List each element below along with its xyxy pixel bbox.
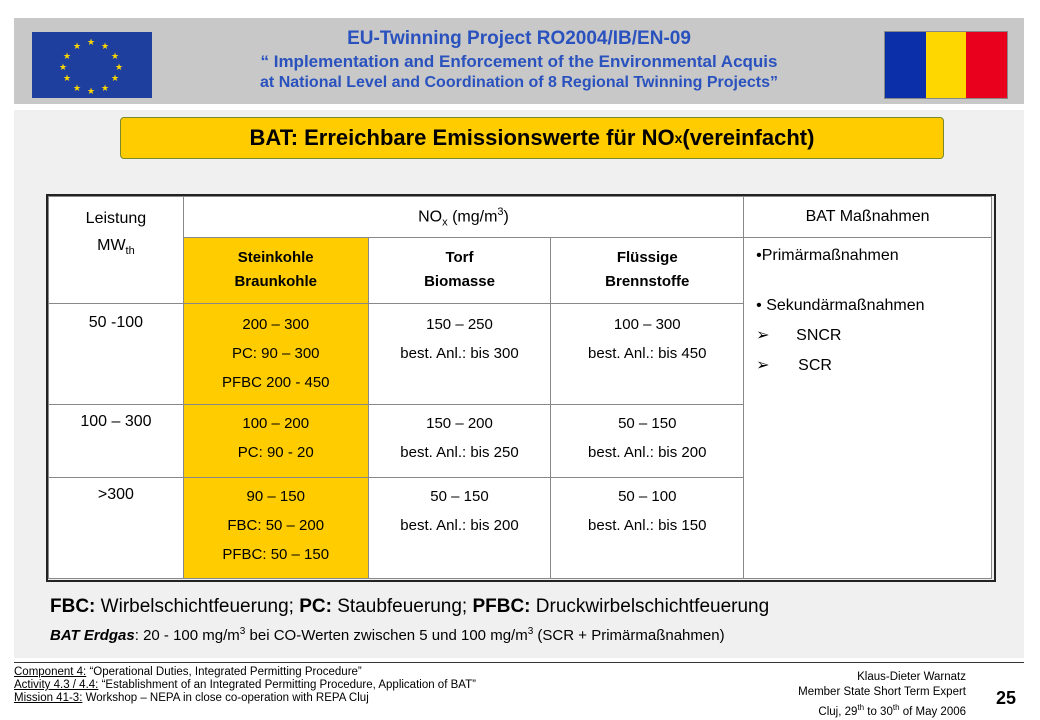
row3-liquid-2: best. Anl.: bis 150 <box>588 517 707 534</box>
pc-text: Staubfeuerung; <box>331 596 473 617</box>
title-text: BAT: Erreichbare Emissionswerte für NO <box>249 125 675 150</box>
row3-peat-1: 50 – 150 <box>430 488 489 505</box>
row1-liquid-1: 100 – 300 <box>613 316 681 333</box>
row3-coal <box>183 478 368 579</box>
row3-liquid-1: 50 – 100 <box>618 488 677 505</box>
arrow-bullet-icon: ➢ <box>756 327 770 344</box>
romania-flag-icon <box>884 31 1008 99</box>
author-role: Member State Short Term Expert <box>798 686 966 698</box>
nox-unit-end: ) <box>503 208 509 226</box>
row2-liquid-1: 50 – 150 <box>618 415 677 432</box>
arrow-bullet-icon: ➢ <box>756 357 770 374</box>
leistung-label: Leistung <box>85 210 147 227</box>
header-nox <box>183 197 743 238</box>
header-leistung <box>49 197 184 304</box>
header-banner <box>14 18 1024 104</box>
row1-peat-1: 150 – 250 <box>426 316 493 333</box>
row3-peat <box>368 478 551 579</box>
row1-coal-3: PFBC 200 - 450 <box>221 374 330 391</box>
row1-coal-1: 200 – 300 <box>242 316 310 333</box>
date-part-b: to 30 <box>864 705 893 718</box>
subheader-peat <box>368 238 551 304</box>
nox-superscript: 3 <box>497 205 504 218</box>
mission-label: Mission 41-3: <box>14 692 83 704</box>
row2-power: 100 – 300 <box>49 405 184 478</box>
component-text: “Operational Duties, Integrated Permitting Procedure” <box>86 666 362 678</box>
row3-liquid <box>551 478 744 579</box>
nox-subscript: x <box>442 216 448 229</box>
row1-liquid <box>551 304 744 405</box>
event-date <box>770 700 966 720</box>
activity-label: Activity 4.3 / 4.4: <box>14 679 99 691</box>
row2-peat-1: 150 – 200 <box>426 415 493 432</box>
row1-coal-2: PC: 90 – 300 <box>231 345 320 362</box>
date-sup-2: th <box>892 703 900 712</box>
date-sup-1: th <box>857 703 865 712</box>
mission-text: Workshop – NEPA in close co-operation with REPA Cluj <box>82 692 369 704</box>
row3-peat-2: best. Anl.: bis 200 <box>400 517 519 534</box>
row3-coal-1: 90 – 150 <box>246 488 305 505</box>
bat-measures-cell <box>744 238 992 579</box>
project-subtitle-2: at National Level and Coordination of 8 Regional Twinning Projects” <box>260 74 778 91</box>
row2-coal-1: 100 – 200 <box>242 415 310 432</box>
emission-table <box>48 196 992 579</box>
title-subscript: x <box>674 130 683 146</box>
gas-sup-2: 3 <box>527 626 534 637</box>
bat-primary: •Primärmaßnahmen <box>756 247 899 264</box>
fbc-abbr: FBC: <box>50 596 96 617</box>
pfbc-abbr: PFBC: <box>472 596 531 617</box>
row2-liquid <box>551 405 744 478</box>
bat-item-scr-label: SCR <box>798 357 832 374</box>
row2-peat <box>368 405 551 478</box>
gas-text-1: : 20 - 100 mg/m <box>134 627 240 644</box>
row3-power: >300 <box>49 478 184 579</box>
bat-secondary: • Sekundärmaßnahmen <box>756 297 925 314</box>
nox-label: NO <box>418 208 443 226</box>
date-part-a: Cluj, 29 <box>818 705 858 718</box>
gas-sup-1: 3 <box>239 626 246 637</box>
activity-text: “Establishment of an Integrated Permitting Procedure, Application of BAT” <box>98 679 476 691</box>
abbreviation-note <box>50 596 769 618</box>
nox-unit: (mg/m <box>447 208 498 226</box>
project-subtitle: “ Implementation and Enforcement of the Environmental Acquis <box>260 52 778 71</box>
row1-power: 50 -100 <box>49 304 184 405</box>
header-bat: BAT Maßnahmen <box>744 197 992 238</box>
natural-gas-note <box>50 626 725 644</box>
row1-coal <box>183 304 368 405</box>
pc-abbr: PC: <box>299 596 332 617</box>
project-title: EU-Twinning Project RO2004/IB/EN-09 <box>347 28 691 49</box>
subheader-coal <box>183 238 368 304</box>
peat-label-2: Biomasse <box>424 273 495 290</box>
row1-peat-2: best. Anl.: bis 300 <box>400 345 519 362</box>
row2-liquid-2: best. Anl.: bis 200 <box>588 444 707 461</box>
mw-subscript: th <box>125 245 135 258</box>
eu-flag-icon: ★ ★ ★ ★ ★ ★ ★ ★ ★ ★ ★ ★ <box>32 32 152 98</box>
row3-coal-2: FBC: 50 – 200 <box>227 517 325 534</box>
mw-label: MW <box>97 237 126 254</box>
subheader-liquid <box>551 238 744 304</box>
bat-item-sncr-label: SNCR <box>796 327 842 344</box>
peat-label-1: Torf <box>445 249 474 266</box>
component-label: Component 4: <box>14 666 87 678</box>
gas-label: BAT Erdgas <box>50 627 135 644</box>
page-number: 25 <box>996 688 1017 708</box>
date-part-c: of May 2006 <box>899 705 966 718</box>
bat-item-sncr <box>756 324 991 348</box>
author-name: Klaus-Dieter Warnatz <box>857 671 966 683</box>
row1-liquid-2: best. Anl.: bis 450 <box>588 345 707 362</box>
bat-item-scr <box>756 354 991 378</box>
footer-divider <box>14 662 1024 663</box>
fbc-text: Wirbelschichtfeuerung; <box>95 596 300 617</box>
row3-coal-3: PFBC: 50 – 150 <box>222 546 330 563</box>
gas-text-3: (SCR + Primärmaßnahmen) <box>533 627 725 644</box>
liquid-label-1: Flüssige <box>616 249 678 266</box>
slide-title <box>120 117 944 159</box>
footer-info <box>14 666 476 705</box>
coal-label-1: Steinkohle <box>237 249 314 266</box>
gas-text-2: bei CO-Werten zwischen 5 und 100 mg/m <box>245 627 528 644</box>
title-tail: (vereinfacht) <box>682 125 815 150</box>
liquid-label-2: Brennstoffe <box>605 273 690 290</box>
row2-peat-2: best. Anl.: bis 250 <box>400 444 519 461</box>
row2-coal-2: PC: 90 - 20 <box>237 444 314 461</box>
row1-peat <box>368 304 551 405</box>
footer-author <box>770 670 966 720</box>
coal-label-2: Braunkohle <box>234 273 317 290</box>
row2-coal <box>183 405 368 478</box>
pfbc-text: Druckwirbelschichtfeuerung <box>530 596 770 617</box>
